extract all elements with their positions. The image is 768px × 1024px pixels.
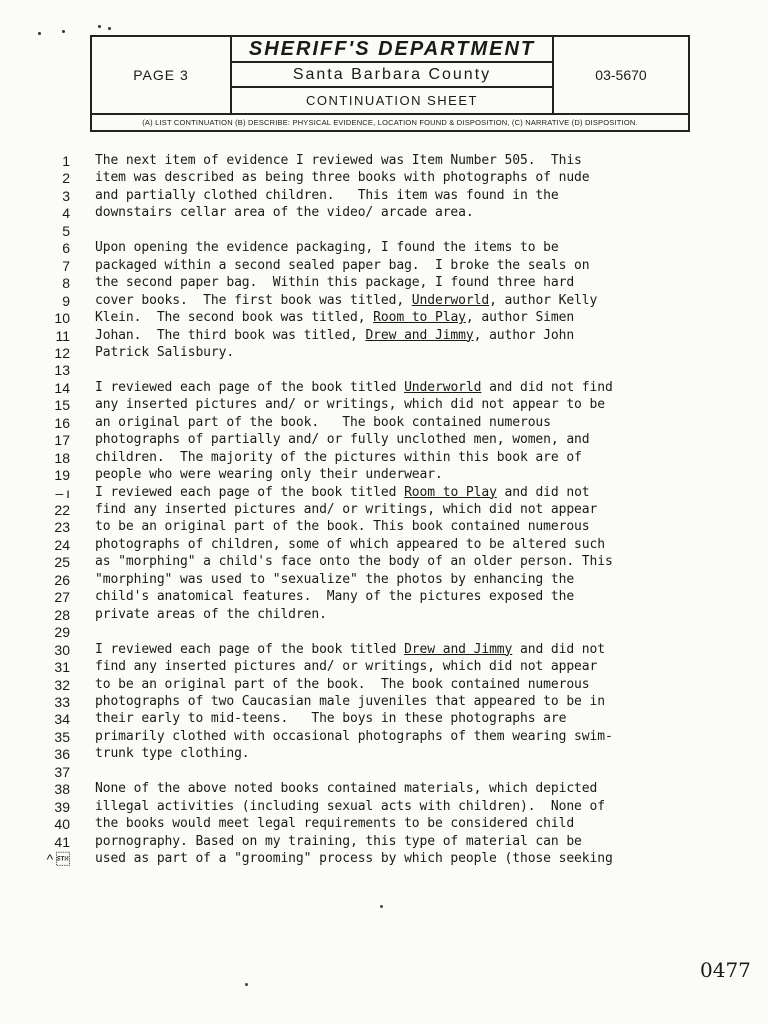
- page-number: PAGE 3: [92, 37, 232, 113]
- line-number: 28: [54, 606, 70, 623]
- line-text: child's anatomical features. Many of the pictures exposed the: [95, 589, 575, 605]
- line-number: 34: [54, 711, 70, 728]
- line-text: as "morphing" a child's face onto the body of an older person. This: [95, 554, 613, 570]
- numbered-line: [0, 502, 768, 519]
- scan-speck: [62, 30, 65, 33]
- line-text: find any inserted pictures and/ or writings, which did not appear: [95, 659, 598, 675]
- book-title: Underworld: [404, 379, 482, 395]
- numbered-line: [0, 519, 768, 536]
- scan-speck: [380, 905, 383, 908]
- scan-speck: [245, 983, 248, 986]
- line-text: pornography. Based on my training, this type of material can be: [95, 833, 582, 849]
- line-number: ^ : [46, 851, 70, 867]
- department-title: SHERIFF'S DEPARTMENT: [232, 37, 552, 63]
- numbered-line: [0, 694, 768, 711]
- sheet-type: CONTINUATION SHEET: [306, 93, 478, 108]
- line-text: The next item of evidence I reviewed was Item Number 505. This: [95, 153, 582, 168]
- line-text: photographs of two Caucasian male juveniles that appeared to be in: [95, 693, 605, 709]
- numbered-line: [0, 223, 768, 240]
- line-text: to be an original part of the book. This book contained numerous: [95, 519, 590, 535]
- line-number: 29: [54, 624, 70, 641]
- line-number: 7: [62, 257, 70, 274]
- line-number: 8: [62, 275, 70, 292]
- numbered-line: [0, 345, 768, 362]
- line-number: 40: [54, 816, 70, 833]
- line-number: 13: [54, 362, 70, 379]
- line-number: 33: [54, 693, 70, 710]
- line-number: 14: [54, 379, 70, 396]
- line-number: 31: [54, 659, 70, 676]
- book-title: Room to Play: [373, 310, 466, 326]
- numbered-line: [0, 328, 768, 345]
- line-text: Klein. The second book was titled, Room to Play, author Simen: [95, 310, 575, 326]
- line-number: 30: [54, 641, 70, 658]
- numbered-line: [0, 834, 768, 851]
- book-title: Drew and Jimmy: [365, 327, 474, 343]
- line-text: their early to mid-teens. The boys in these photographs are: [95, 711, 567, 727]
- line-number: 27: [54, 589, 70, 606]
- line-number: 24: [54, 536, 70, 553]
- line-text: any inserted pictures and/ or writings, which did not appear to be: [95, 397, 605, 413]
- numbered-line: [0, 589, 768, 606]
- numbered-line: [0, 642, 768, 659]
- line-text: Patrick Salisbury.: [95, 344, 235, 360]
- numbered-line: [0, 240, 768, 257]
- line-number: 4: [62, 205, 70, 222]
- line-text: and partially clothed children. This item was found in the: [95, 187, 559, 203]
- book-title: Drew and Jimmy: [404, 641, 513, 657]
- line-number: 5: [62, 222, 70, 239]
- line-number: 9: [62, 292, 70, 309]
- line-number: 22: [54, 502, 70, 518]
- book-title: Underworld: [411, 292, 490, 308]
- line-text: to be an original part of the book. The book contained numerous: [95, 676, 590, 692]
- line-text: cover books. The first book was titled, Underworld, author Kelly: [95, 292, 598, 308]
- county-name: Santa Barbara County: [232, 63, 552, 88]
- numbered-line: [0, 624, 768, 641]
- line-number: 11: [55, 327, 70, 344]
- line-text: photographs of children, some of which appeared to be altered such: [95, 536, 605, 552]
- line-text: find any inserted pictures and/ or writings, which did not appear: [95, 502, 598, 517]
- line-number: 39: [54, 798, 70, 815]
- line-text: private areas of the children.: [95, 606, 327, 622]
- book-title: Room to Play: [404, 484, 497, 500]
- numbered-line: [0, 711, 768, 728]
- numbered-line: [0, 659, 768, 676]
- numbered-line: [0, 153, 768, 170]
- line-text: illegal activities (including sexual acts with children). None of: [95, 798, 605, 814]
- line-number: – ı: [55, 484, 70, 501]
- line-text: the second paper bag. Within this package, I found three hard: [95, 275, 575, 291]
- numbered-line: [0, 746, 768, 763]
- line-number: 41: [54, 833, 70, 850]
- line-text: I reviewed each page of the book titled Drew and Jimmy and did not: [95, 641, 605, 657]
- numbered-line: [0, 537, 768, 554]
- line-text: Upon opening the evidence packaging, I found the items to be: [95, 240, 559, 256]
- line-number: 17: [54, 432, 70, 449]
- numbered-line: [0, 554, 768, 571]
- line-number: 15: [54, 397, 70, 414]
- line-number: 38: [54, 781, 70, 798]
- line-number: 36: [54, 746, 70, 763]
- line-number: 32: [54, 676, 70, 693]
- line-text: people who were wearing only their underwear.: [95, 467, 443, 483]
- numbered-line: [0, 380, 768, 397]
- line-text: I reviewed each page of the book titled Room to Play and did not: [95, 484, 590, 500]
- line-text: used as part of a "grooming" process by which people (those seeking: [95, 851, 613, 866]
- line-number: 19: [54, 467, 70, 484]
- line-number: 1: [62, 153, 70, 169]
- line-number: 6: [62, 240, 70, 257]
- numbered-line: [0, 310, 768, 327]
- numbered-line: [0, 188, 768, 205]
- line-text: photographs of partially and/ or fully unclothed men, women, and: [95, 432, 590, 448]
- line-text: Johan. The third book was titled, Drew and Jimmy, author John: [95, 327, 575, 343]
- line-number: 37: [54, 763, 70, 780]
- numbered-line: [0, 851, 768, 868]
- line-number: 2: [62, 170, 70, 187]
- numbered-line: [0, 170, 768, 187]
- line-text: primarily clothed with occasional photographs of them wearing swim-: [95, 728, 613, 744]
- scan-speck: [38, 32, 41, 35]
- line-number: 12: [54, 344, 70, 361]
- numbered-line: [0, 397, 768, 414]
- line-number: 35: [54, 728, 70, 745]
- numbered-line: [0, 432, 768, 449]
- line-number: 18: [54, 449, 70, 466]
- numbered-line: [0, 415, 768, 432]
- numbered-line: [0, 450, 768, 467]
- line-number: 26: [54, 571, 70, 588]
- line-text: I reviewed each page of the book titled Underworld and did not find: [95, 379, 613, 395]
- form-legend: (A) LIST CONTINUATION (B) DESCRIBE: PHYSICAL EVIDENCE, LOCATION FOUND & DISPOSITION, (C) NARRATIVE (D) DISPOSITION.: [92, 113, 688, 130]
- numbered-line: [0, 572, 768, 589]
- scan-speck: [108, 27, 111, 30]
- numbered-line: [0, 677, 768, 694]
- numbered-line: [0, 816, 768, 833]
- numbered-line: [0, 485, 768, 502]
- numbered-line: [0, 467, 768, 484]
- line-text: children. The majority of the pictures within this book are of: [95, 449, 582, 465]
- form-header: [90, 35, 690, 132]
- line-number: 16: [54, 414, 70, 431]
- line-text: packaged within a second sealed paper bag. I broke the seals on: [95, 257, 590, 273]
- line-number: 10: [54, 310, 70, 327]
- line-text: the books would meet legal requirements to be considered child: [95, 816, 575, 832]
- numbered-line: [0, 607, 768, 624]
- numbered-line: [0, 275, 768, 292]
- numbered-line: [0, 205, 768, 222]
- line-number: 25: [54, 554, 70, 571]
- line-text: "morphing" was used to "sexualize" the photos by enhancing the: [95, 571, 575, 587]
- numbered-line: [0, 293, 768, 310]
- case-number: 03-5670: [552, 37, 688, 113]
- line-text: downstairs cellar area of the video/ arcade area.: [95, 205, 474, 221]
- line-number: 23: [54, 519, 70, 536]
- scan-speck: [98, 25, 101, 28]
- line-text: item was described as being three books with photographs of nude: [95, 170, 590, 186]
- numbered-line: [0, 764, 768, 781]
- line-number: 3: [62, 187, 70, 204]
- line-text: trunk type clothing.: [95, 746, 250, 762]
- line-text: an original part of the book. The book contained numerous: [95, 414, 551, 430]
- numbered-line: [0, 362, 768, 379]
- numbered-line: [0, 781, 768, 798]
- line-text: None of the above noted books contained materials, which depicted: [95, 781, 598, 797]
- bates-stamp: 0477: [700, 958, 751, 982]
- numbered-line: [0, 799, 768, 816]
- numbered-line: [0, 258, 768, 275]
- numbered-line: [0, 729, 768, 746]
